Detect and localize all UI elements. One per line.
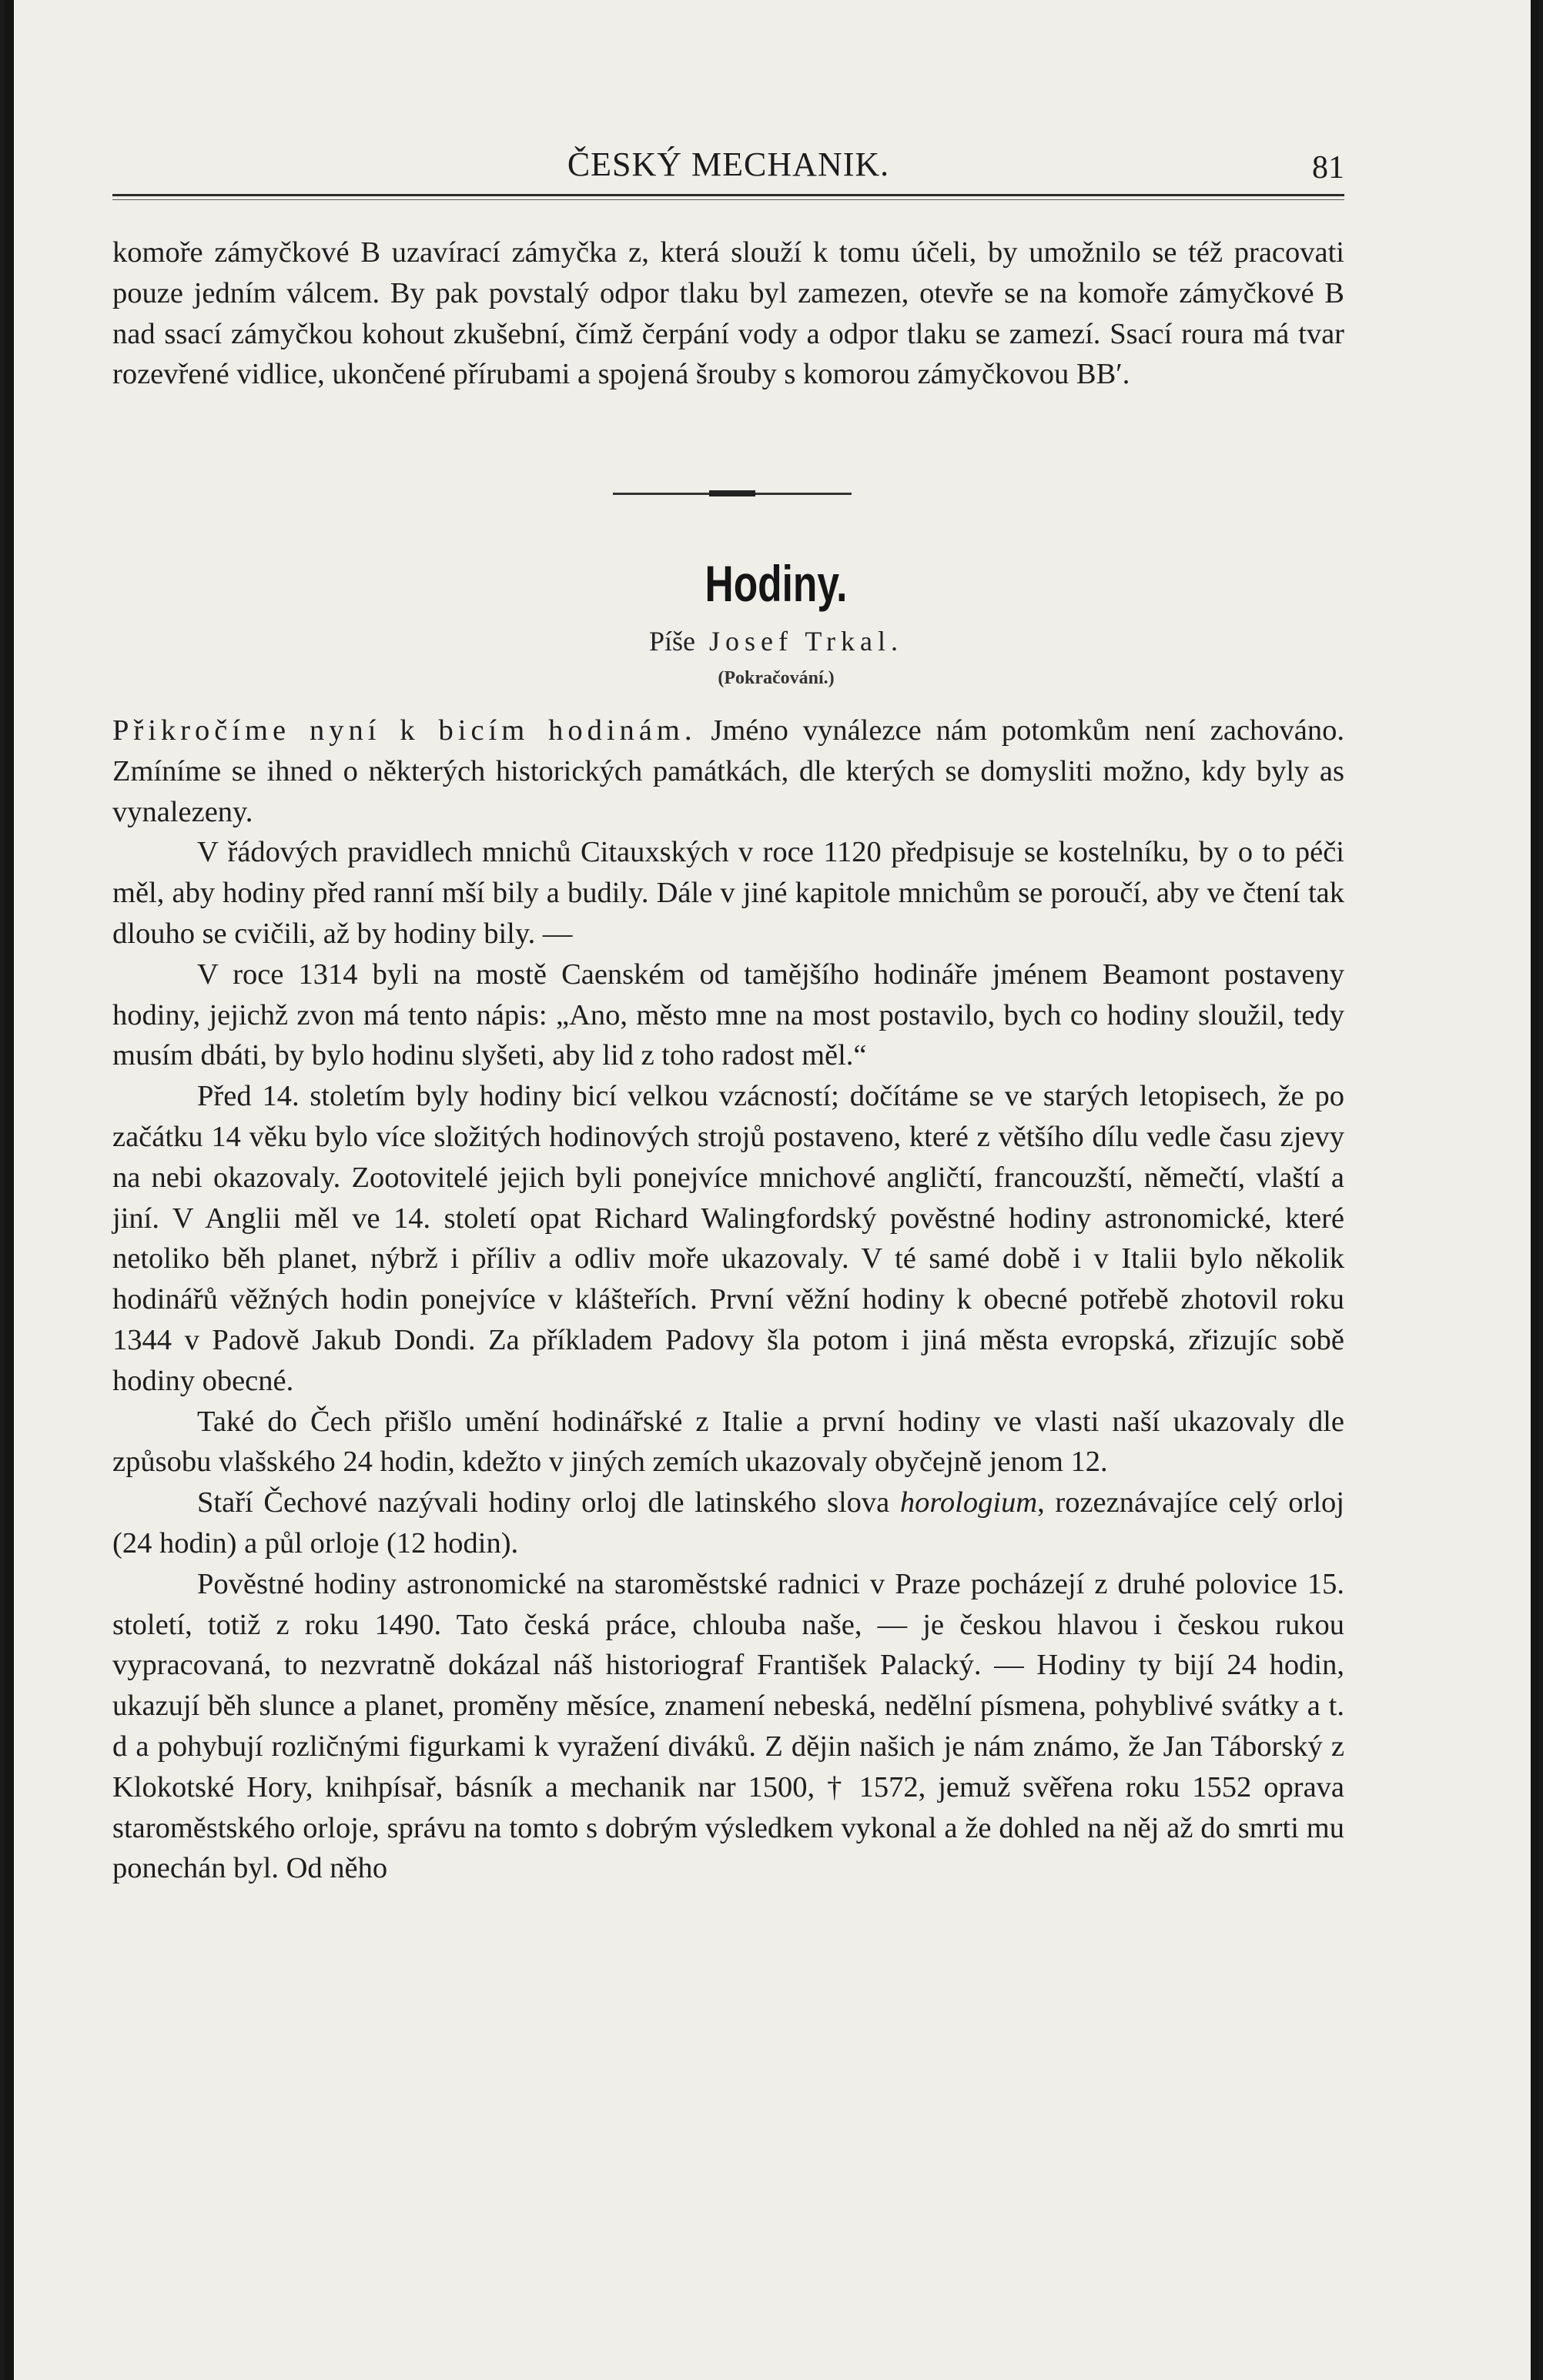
paragraph-7: Pověstné hodiny astronomické na staroměstské radnici v Praze pocházejí z druhé polovice 15. století, totiž z roku 1490. Tato česká práce, chlouba naše, — je českou hlavou i českou rukou vypracovaná, to nezvratně dokázal náš historiograf František Palacký. — Hodiny ty bijí 24 hodin, ukazují běh slunce a planet, proměny měsíce, znamení nebeská, nedělní písmena, pohyblivé svátky a t. d a pohybují rozličnými figurkami k vyražení diváků. Z dějin našich je nám známo, že Jan Táborský z Klokotské Hory, knihpísař, básník a mechanik nar 1500, † 1572, jemuž svěřena roku 1552 oprava staroměstského orloje, správu na tomto s dobrým výsledkem vykonal a že dohled na něj až do smrti mu ponechán byl. Od něho (112, 1567, 1344, 1885)
page-header (112, 145, 1344, 191)
paragraph-4: Před 14. stoletím byly hodiny bicí velkou vzácností; dočítáme se ve starých letopisech, že po začátku 14 věku bylo více složitých hodinových strojů postaveno, které z většího dílu vedle času zjevy na nebi okazovaly. Zootovitelé jejich byli ponejvíce mnichové angličtí, francouzští, němečtí, vlaští a jiní. V Anglii měl ve 14. století opat Richard Walingfordský pověstné hodiny astronomické, které netoliko běh planet, nýbrž i příliv a odliv moře ukazovaly. V té samé době i v Italii bylo několik hodinářů věžných hodin ponejvíce v klášteřích. První věžní hodiny k obecné potřebě zhotovil roku 1344 v Padově Jakub Dondi. Za příkladem Padovy šla potom i jiná města evropská, zřizujíc sobě hodiny obecné. (112, 1080, 1344, 1397)
intro-text: komoře zámyčkové B uzavírací zámyčka z, která slouží k tomu účeli, by umožnilo se též pracovati pouze jedním válcem. By pak povstalý odpor tlaku byl zamezen, otevře se na komoře zámyčkové B nad ssací zámyčkou kohout zkušební, čímž čerpání vody a odpor tlaku se zamezí. Ssací roura má tvar rozevřené vidlice, ukončené přírubami a spojená šrouby s komorou zámyčkovou BB′. (112, 236, 1344, 391)
paragraph-3: V roce 1314 byli na mostě Caenském od tamějšího hodináře jménem Beamont postaveny hodiny, jejichž zvon má tento nápis: „Ano, město mne na most postavilo, bych co hodiny sloužil, tedy musím dbáti, by bylo hodinu slyšeti, aby lid z toho radost měl.“ (112, 958, 1344, 1072)
intro-paragraph (112, 232, 1344, 395)
author-name: Josef Trkal. (708, 626, 904, 657)
header-rule (112, 194, 1344, 196)
paragraph-6-end: , rozeznávajíce celý orloj (24 hodin) a půl orloje (12 hodin). (112, 1486, 1344, 1559)
scanned-page (5, 0, 1538, 2380)
paragraph-6 (112, 1482, 1344, 1564)
article-title: Hodiny. (705, 555, 848, 612)
paragraph-1-lead: Přikročíme nyní k bicím hodinám. (112, 714, 697, 747)
paragraph-6-latin-word: horologium (899, 1486, 1038, 1519)
paragraph-1-text: Jméno vynálezce nám potomkům není zachováno. Zmíníme se ihned o některých historických památkách, dle kterých se domysliti možno, kdy byly as vynalezeny. (112, 714, 1344, 828)
byline (5, 625, 1543, 657)
paragraph-2: V řádových pravidlech mnichů Citauxských v roce 1120 předpisuje se kostelníku, by o to péči měl, aby hodiny před ranní mší bily a budily. Dále v jiné kapitole mnichům se poroučí, aby ve čtení tak dlouho se cvičili, až by hodiny bily. — (112, 836, 1344, 950)
article-body (112, 710, 1344, 1889)
paragraph-5: Také do Čech přišlo umění hodinářské z Italie a první hodiny ve vlasti naší ukazovaly dle způsobu vlašského 24 hodin, kdežto v jiných zemích ukazovaly obyčejně jenom 12. (112, 1405, 1344, 1479)
running-head: ČESKÝ MECHANIK. (567, 145, 890, 183)
header-rule-thin (112, 199, 1344, 200)
scan-edge-right (1531, 0, 1538, 2380)
page-number: 81 (1312, 150, 1344, 186)
paragraph-6-start: Staří Čechové nazývali hodiny orloj dle latinského slova (197, 1486, 900, 1519)
paragraph-1 (112, 710, 1344, 832)
continuation-note: (Pokračování.) (718, 668, 835, 688)
byline-prefix: Píše (648, 626, 695, 657)
scan-edge-left (5, 0, 14, 2380)
section-divider-ornament (709, 490, 755, 496)
